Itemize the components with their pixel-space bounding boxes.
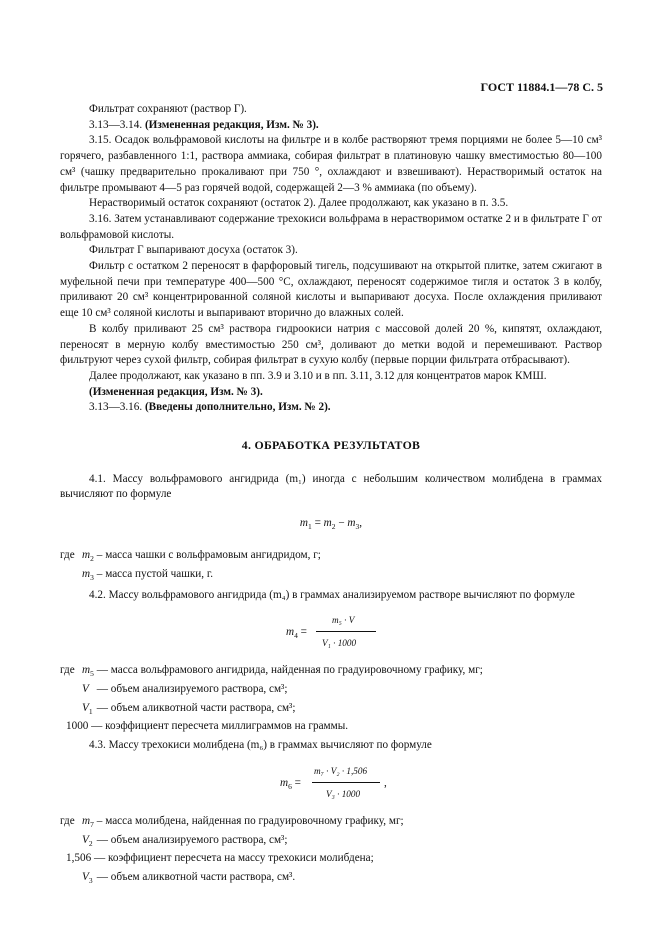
paragraph-4-1: 4.1. Массу вольфрамового ангидрида (m₁) иногда с небольшим количеством молибдена в граммах вычисляют по формуле	[60, 472, 602, 501]
definition-prefix	[60, 567, 82, 586]
definition-prefix: где	[60, 814, 75, 827]
definitions-4-1	[60, 548, 602, 585]
formula-m4	[60, 611, 602, 657]
paragraph-naoh: В колбу приливают 25 см³ раствора гидроокиси натрия с массовой долей 20 %, кипятят, охлаждают, переносят в мерную колбу вместимостью 250 см³, доливают до метки водой и перемешивают. Раствор фильтруют через сухой фильтр, собирая фильтрат в сухую колбу (первые порции фильтрата отбрасывают).	[60, 322, 602, 367]
amendment-note: (Введены дополнительно, Изм. № 2).	[144, 401, 331, 414]
definition-row	[60, 870, 602, 889]
definition-row	[60, 682, 602, 701]
definition-text: – масса чашки с вольфрамовым ангидридом, г;	[94, 549, 321, 562]
definition-symbol-wrap	[82, 567, 94, 586]
definitions-4-2	[60, 663, 602, 738]
amendment-note: (Измененная редакция, Изм. № 3).	[144, 118, 319, 131]
formula-denominator: V₁ · 1000	[322, 638, 357, 649]
formula-m6	[60, 762, 602, 808]
definitions-4-3	[60, 814, 602, 889]
clause-number: 3.13—3.14.	[89, 118, 145, 131]
page-content	[60, 102, 602, 889]
definition-text: — объем аликвотной части раствора, см³.	[94, 870, 296, 883]
definition-row	[60, 548, 602, 567]
clause-number: 3.13—3.16.	[89, 401, 145, 414]
formula-punct: ,	[384, 776, 387, 789]
definition-symbol: 1,506	[66, 852, 92, 865]
formula-m1	[60, 516, 602, 536]
definition-text: — коэффициент пересчета миллиграммов на граммы.	[88, 720, 349, 733]
definition-symbol-wrap	[82, 701, 94, 720]
definition-subscript: 2	[90, 554, 94, 564]
definition-text: — объем анализируемого раствора, см³;	[94, 682, 288, 695]
definition-row	[60, 701, 602, 720]
formula-symbol: m	[299, 517, 309, 530]
fraction-bar	[312, 782, 380, 783]
paragraph-residue-2: Нерастворимый остаток сохраняют (остаток 2). Далее продолжают, как указано в п. 3.5.	[89, 197, 509, 210]
definition-prefix: где	[60, 549, 75, 562]
formula-operator: −	[335, 517, 348, 530]
formula-operator: =	[297, 626, 307, 639]
definition-row	[60, 833, 602, 852]
formula-lhs	[280, 776, 301, 795]
definition-symbol: V	[82, 682, 89, 695]
definition-symbol: m	[82, 549, 91, 562]
paragraph-crucible: Фильтр с остатком 2 переносят в фарфоровый тигель, подсушивают на открытой плитке, затем сжигают в муфельной печи при температуре 400—500 °С, охлаждают, переносят содержимое тигля и остаток 3 в колбу, приливают 20 см³ концентрированной соляной кислоты и выпаривают досуха. После охлаждения приливают еще 10 см³ соляной кислоты и выпаривают вторично до влажных солей.	[60, 260, 602, 320]
fraction-bar	[316, 631, 376, 632]
formula-numerator: m₅ · V	[332, 615, 355, 626]
formula-symbol: m	[286, 626, 295, 639]
definition-row	[60, 719, 602, 738]
paragraph-3-15: 3.15. Осадок вольфрамовой кислоты на фильтре и в колбе растворяют тремя порциями не более 5—10 см³ горячего, разбавленного 1:1, раствора аммиака, собирая фильтрат в платиновую чашку вместимостью 80—100 см³ (чашку предварительно прокаливают при 750 °, охлаждают и взвешивают). Нерастворимый остаток на фильтре промывают 4—5 раз горячей водой, содержащей 2—3 % аммиака (по объему).	[60, 134, 602, 194]
paragraph-3-16: 3.16. Затем устанавливают содержание трехокиси вольфрама в нерастворимом остатке 2 и в фильтрате Г от вольфрамовой кислоты.	[60, 212, 602, 241]
paragraph-4-3: 4.3. Массу трехокиси молибдена (m₆) в граммах вычисляют по формуле	[89, 739, 432, 752]
definition-text: — коэффициент пересчета на массу трехокиси молибдена;	[91, 852, 374, 865]
definition-symbol-wrap	[82, 833, 94, 852]
definition-symbol: V	[82, 701, 89, 714]
paragraph-amendment	[60, 385, 602, 401]
definition-subscript: 3	[88, 875, 93, 885]
definition-symbol-wrap	[82, 870, 94, 889]
definition-symbol: m	[82, 664, 91, 677]
paragraph-continue: Далее продолжают, как указано в пп. 3.9 и 3.10 и в пп. 3.11, 3.12 для концентратов марок КМШ.	[89, 369, 547, 382]
definition-subscript: 7	[90, 819, 94, 829]
formula-symbol: m	[323, 517, 332, 530]
definition-row	[60, 814, 602, 833]
definition-symbol: m	[82, 567, 91, 580]
formula-subscript: 3	[355, 522, 360, 532]
definition-prefix: где	[60, 664, 75, 677]
definition-symbol-wrap	[66, 851, 91, 870]
definition-text: – масса молибдена, найденная по градуировочному графику, мг;	[94, 814, 404, 827]
formula-subscript: 1	[308, 522, 312, 532]
paragraph-3-13-3-14	[60, 118, 602, 134]
definition-prefix	[60, 701, 82, 720]
formula-operator: =	[291, 776, 301, 789]
paragraph-filtrate-g: Фильтрат сохраняют (раствор Г).	[89, 103, 247, 115]
definition-subscript: 5	[90, 669, 94, 679]
formula-subscript: 6	[288, 781, 292, 791]
paragraph-4-2: 4.2. Массу вольфрамового ангидрида (m₄) в граммах анализируемом растворе вычисляют по формуле	[89, 588, 575, 601]
definition-text: — объем анализируемого раствора, см³;	[94, 833, 288, 846]
definition-text: — масса вольфрамового ангидрида, найденная по градуировочному графику, мг;	[94, 664, 483, 677]
amendment-note: (Измененная редакция, Изм. № 3).	[89, 385, 263, 398]
formula-symbol: m	[347, 517, 356, 530]
formula-symbol: m	[280, 776, 289, 789]
definition-symbol-wrap	[82, 663, 94, 682]
definition-subscript: 1	[88, 706, 93, 716]
definition-symbol-wrap	[82, 814, 94, 833]
formula-subscript: 4	[294, 631, 298, 641]
paragraph-3-13-3-16	[60, 400, 602, 416]
definition-text: — объем аликвотной части раствора, см³;	[94, 701, 296, 714]
definition-symbol: V	[82, 870, 89, 883]
formula-denominator: V₃ · 1000	[326, 788, 361, 799]
definition-row	[60, 663, 602, 682]
definition-subscript: 3	[90, 572, 94, 582]
definition-symbol: 1000	[66, 720, 89, 733]
page-header: ГОСТ 11884.1—78 С. 5	[480, 80, 603, 94]
formula-punct: ,	[359, 517, 363, 530]
definition-symbol: m	[82, 814, 91, 827]
definition-text: – масса пустой чашки, г.	[94, 567, 213, 580]
definition-symbol-wrap	[66, 719, 88, 738]
definition-symbol-wrap	[82, 682, 94, 701]
section-title: 4. ОБРАБОТКА РЕЗУЛЬТАТОВ	[241, 438, 421, 453]
definition-prefix	[60, 682, 82, 701]
definition-row	[60, 851, 602, 870]
definition-symbol: V	[82, 833, 89, 846]
paragraph-evaporate: Фильтрат Г выпаривают досуха (остаток 3).	[89, 244, 298, 257]
formula-numerator: m₇ · V₂ · 1,506	[314, 765, 368, 776]
formula-operator: =	[311, 517, 324, 530]
formula-lhs	[286, 625, 307, 644]
definition-row	[60, 567, 602, 586]
definition-prefix	[60, 870, 82, 889]
definition-symbol-wrap	[82, 548, 94, 567]
definition-subscript: 2	[88, 838, 93, 848]
formula-subscript: 2	[331, 522, 336, 532]
definition-prefix	[60, 833, 82, 852]
